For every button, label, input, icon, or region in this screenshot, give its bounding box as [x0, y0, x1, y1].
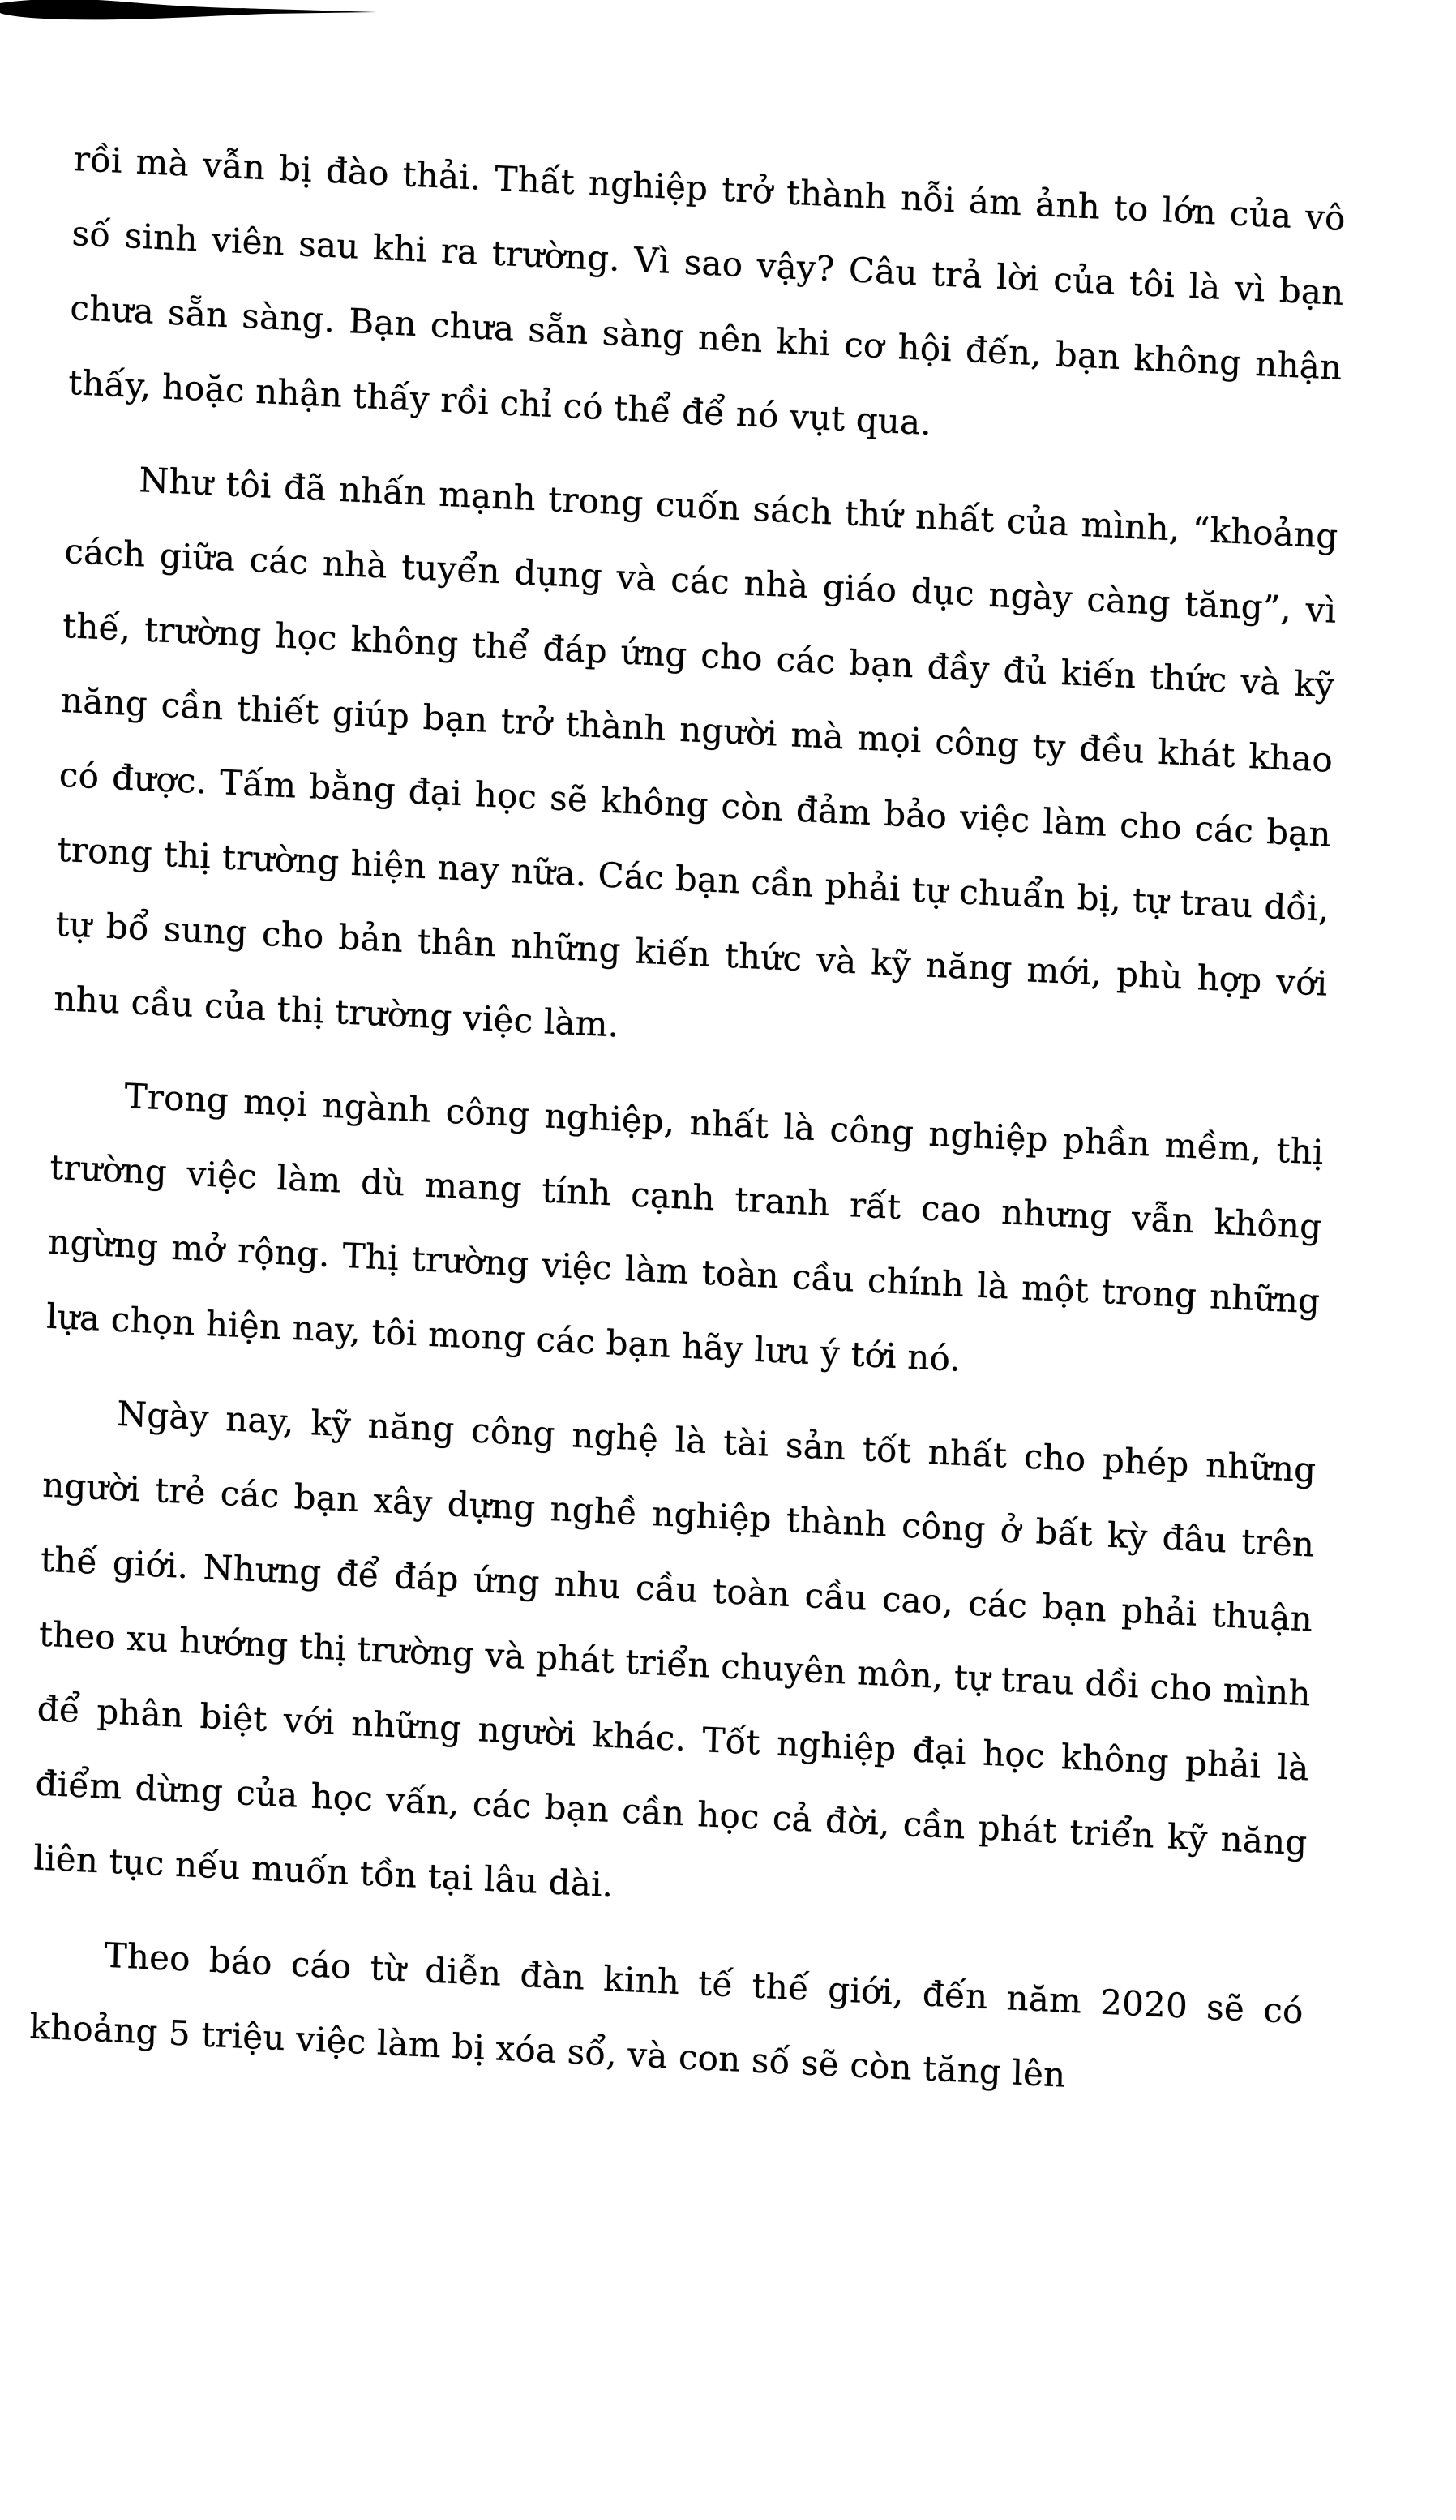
paragraph: Trong mọi ngành công nghiệp, nhất là công nghiệp phần mềm, thị trường việc làm dù mang tính cạnh tranh rất cao nhưng vẫn không ngừng mở rộng. Thị trường việc làm toàn cầu chính là một trong những lựa chọn hiện nay, tôi mong các bạn hãy lưu ý tới nó.	[45, 1075, 1325, 1379]
paragraph: Như tôi đã nhấn mạnh trong cuốn sách thứ nhất của mình, “khoảng cách giữa các nhà tuyển dụng và các nhà giáo dục ngày càng tăng”, vì thế, trường học không thể đáp ứng cho các bạn đầy đủ kiến thức và kỹ năng cần thiết giúp bạn trở thành người mà mọi công ty đều khát khao có được. Tấm bằng đại học sẽ không còn đảm bảo việc làm cho các bạn trong thị trường hiện nay nữa. Các bạn cần phải tự chuẩn bị, tự trau dồi, tự bổ sung cho bản thân những kiến thức và kỹ năng mới, phù hợp với nhu cầu của thị trường việc làm.	[53, 460, 1338, 1045]
page-text-column	[28, 122, 1347, 2143]
paragraph: rồi mà vẫn bị đào thải. Thất nghiệp trở thành nỗi ám ảnh to lớn của vô số sinh viên sau khi ra trường. Vì sao vậy? Câu trả lời của tôi là vì bạn chưa sẵn sàng. Bạn chưa sẵn sàng nên khi cơ hội đến, bạn không nhận thấy, hoặc nhận thấy rồi chỉ có thể để nó vụt qua.	[67, 138, 1347, 444]
paragraph: Ngày nay, kỹ năng công nghệ là tài sản tốt nhất cho phép những người trẻ các bạn xây dựng nghề nghiệp thành công ở bất kỳ đâu trên thế giới. Nhưng để đáp ứng nhu cầu toàn cầu cao, các bạn phải thuận theo xu hướng thị trường và phát triển chuyên môn, tự trau dồi cho mình để phân biệt với những người khác. Tốt nghiệp đại học không phải là điểm dừng của học vấn, các bạn cần học cả đời, cần phát triển kỹ năng liên tục nếu muốn tồn tại lâu dài.	[32, 1393, 1317, 1905]
ink-smudge-artifact	[0, 0, 389, 32]
paragraph: Theo báo cáo từ diễn đàn kinh tế thế giới, đến năm 2020 sẽ có khoảng 5 triệu việc làm bị xóa sổ, và con số sẽ còn tăng lên	[29, 1935, 1304, 2095]
